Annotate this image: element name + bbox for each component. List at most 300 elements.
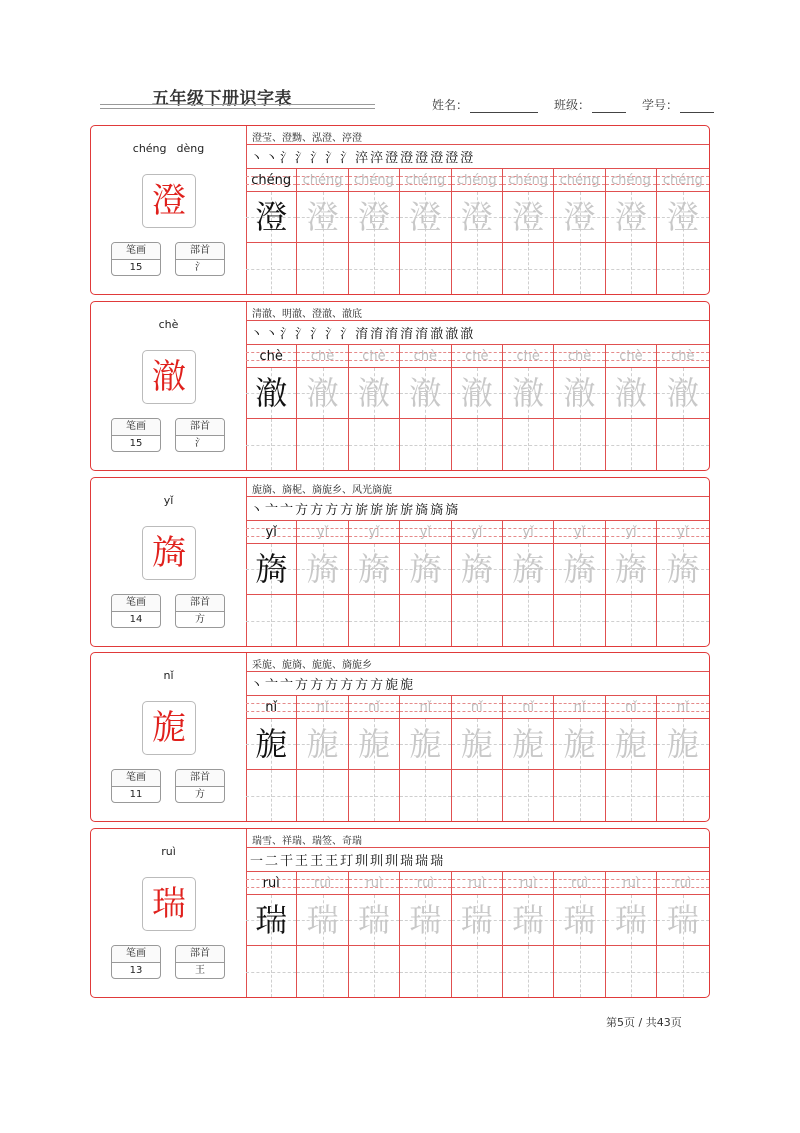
trace-pinyin: nǐ xyxy=(316,700,329,715)
pinyin-header xyxy=(91,669,246,682)
character-cell[interactable] xyxy=(297,544,347,595)
blank-practice-cell[interactable] xyxy=(246,419,296,470)
blank-practice-cell[interactable] xyxy=(606,595,656,646)
character-cell[interactable] xyxy=(349,719,399,770)
character-card xyxy=(90,125,710,295)
model-character: 旖 xyxy=(255,550,288,588)
blank-practice-cell[interactable] xyxy=(606,243,656,294)
pinyin-cell[interactable] xyxy=(400,521,450,544)
blank-practice-cell[interactable] xyxy=(503,946,553,997)
trace-character: 旖 xyxy=(306,550,339,588)
blank-practice-cell[interactable] xyxy=(554,770,604,821)
character-cell[interactable] xyxy=(297,719,347,770)
stroke-count-box xyxy=(111,242,161,276)
blank-practice-cell[interactable] xyxy=(297,946,347,997)
pinyin-cell[interactable] xyxy=(554,169,604,192)
character-cell[interactable] xyxy=(297,192,347,243)
character-cell[interactable] xyxy=(452,544,502,595)
pinyin-cell[interactable] xyxy=(554,345,604,368)
stroke-step: 王 xyxy=(310,853,324,869)
pinyin-cell[interactable] xyxy=(297,872,347,895)
trace-pinyin: chè xyxy=(413,349,438,364)
stroke-step: 瑞 xyxy=(430,853,444,869)
name-blank[interactable] xyxy=(470,100,538,113)
stroke-count-label: 笔画 xyxy=(112,243,160,260)
character-cell[interactable] xyxy=(554,719,604,770)
pinyin-cell[interactable] xyxy=(503,521,553,544)
stroke-step: 澈 xyxy=(430,326,444,342)
practice-column xyxy=(606,872,657,997)
character-cell[interactable] xyxy=(400,544,450,595)
stroke-count-label: 笔画 xyxy=(112,419,160,436)
trace-pinyin: nǐ xyxy=(470,700,483,715)
practice-grid xyxy=(246,169,709,294)
pinyin-cell[interactable] xyxy=(606,345,656,368)
stroke-count-value: 13 xyxy=(129,965,143,976)
radical-box xyxy=(175,242,225,276)
pinyin-cell[interactable] xyxy=(297,169,347,192)
character-cell[interactable] xyxy=(452,895,502,946)
radical-value: 氵 xyxy=(195,262,205,273)
pinyin-cell[interactable] xyxy=(606,872,656,895)
trace-pinyin: chéng xyxy=(559,173,600,188)
stroke-count-label: 笔画 xyxy=(112,770,160,787)
practice-column xyxy=(452,696,503,821)
blank-practice-cell[interactable] xyxy=(400,419,450,470)
character-cell[interactable] xyxy=(657,544,708,595)
trace-pinyin: chéng xyxy=(405,173,446,188)
pinyin-cell[interactable] xyxy=(297,696,347,719)
character-cell[interactable] xyxy=(554,368,604,419)
trace-pinyin: chéng xyxy=(456,173,497,188)
trace-pinyin: chè xyxy=(671,349,695,364)
character-cell[interactable] xyxy=(400,719,450,770)
blank-practice-cell[interactable] xyxy=(349,770,399,821)
pinyin-cell[interactable] xyxy=(349,345,399,368)
pinyin-cell[interactable] xyxy=(503,872,553,895)
blank-practice-cell[interactable] xyxy=(246,770,296,821)
radical-label: 部首 xyxy=(176,770,224,787)
character-cell[interactable] xyxy=(503,192,553,243)
trace-pinyin: nǐ xyxy=(573,700,586,715)
pinyin-cell[interactable] xyxy=(606,696,656,719)
radical-label: 部首 xyxy=(176,419,224,436)
practice-column xyxy=(349,872,400,997)
stroke-step: 丶 xyxy=(265,150,279,166)
stroke-step: 氵 xyxy=(295,150,309,166)
character-cell[interactable] xyxy=(606,895,656,946)
pinyin-cell[interactable] xyxy=(246,872,296,895)
blank-practice-cell[interactable] xyxy=(349,243,399,294)
character-cell[interactable] xyxy=(400,368,450,419)
stroke-step: 氵 xyxy=(325,150,339,166)
practice-column xyxy=(554,872,605,997)
stroke-count-box xyxy=(111,418,161,452)
pinyin-cell[interactable] xyxy=(657,345,708,368)
pinyin-cell[interactable] xyxy=(606,521,656,544)
trace-character: 瑞 xyxy=(666,901,699,939)
practice-column xyxy=(554,521,605,646)
pinyin-cell[interactable] xyxy=(554,696,604,719)
stroke-step: 澄 xyxy=(445,150,459,166)
practice-column xyxy=(246,169,297,294)
character-cell[interactable] xyxy=(452,192,502,243)
character-cell[interactable] xyxy=(246,368,296,419)
pinyin-cell[interactable] xyxy=(503,345,553,368)
character-cell[interactable] xyxy=(606,544,656,595)
blank-practice-cell[interactable] xyxy=(554,946,604,997)
blank-practice-cell[interactable] xyxy=(297,770,347,821)
trace-character: 瑞 xyxy=(460,901,493,939)
blank-practice-cell[interactable] xyxy=(400,243,450,294)
stroke-step: 氵 xyxy=(295,326,309,342)
model-pinyin: chè xyxy=(259,349,283,364)
stroke-count-value: 11 xyxy=(129,789,143,800)
blank-practice-cell[interactable] xyxy=(297,419,347,470)
example-words: 清澈、明澈、澄澈、澈底 xyxy=(252,309,362,320)
blank-practice-cell[interactable] xyxy=(657,243,708,294)
trace-character: 瑞 xyxy=(512,901,545,939)
trace-character: 澈 xyxy=(512,374,545,412)
trace-pinyin: chè xyxy=(465,349,489,364)
blank-practice-cell[interactable] xyxy=(503,419,553,470)
pinyin-cell[interactable] xyxy=(297,521,347,544)
example-words: 澄莹、澄黝、泓澄、渟澄 xyxy=(252,133,362,144)
top-pinyin: yǐ xyxy=(163,494,174,507)
practice-column xyxy=(554,696,605,821)
blank-practice-cell[interactable] xyxy=(246,595,296,646)
pinyin-cell[interactable] xyxy=(452,521,502,544)
trace-pinyin: ruì xyxy=(468,876,486,891)
stroke-step: 氵 xyxy=(325,326,339,342)
blank-practice-cell[interactable] xyxy=(400,946,450,997)
blank-practice-cell[interactable] xyxy=(503,243,553,294)
character-cell[interactable] xyxy=(349,544,399,595)
character-card xyxy=(90,301,710,471)
pinyin-header xyxy=(91,845,246,858)
stroke-step: 丶 xyxy=(250,150,264,166)
trace-character: 旖 xyxy=(666,550,699,588)
student-info-fields xyxy=(432,96,730,113)
practice-column xyxy=(452,872,503,997)
blank-practice-cell[interactable] xyxy=(554,243,604,294)
stroke-count-value: 15 xyxy=(129,262,143,273)
pinyin-cell[interactable] xyxy=(503,169,553,192)
character-info-panel xyxy=(91,302,247,470)
blank-practice-cell[interactable] xyxy=(246,946,296,997)
stroke-step: 淯 xyxy=(415,326,429,342)
trace-character: 澈 xyxy=(306,374,339,412)
practice-column xyxy=(297,872,348,997)
trace-pinyin: ruì xyxy=(313,876,332,891)
character-cell[interactable] xyxy=(606,368,656,419)
class-blank[interactable] xyxy=(592,100,626,113)
blank-practice-cell[interactable] xyxy=(400,770,450,821)
blank-practice-cell[interactable] xyxy=(657,419,708,470)
trace-pinyin: chéng xyxy=(610,173,651,188)
stroke-step: 方 xyxy=(295,677,309,693)
stroke-order xyxy=(250,849,445,869)
character-info-panel xyxy=(91,126,247,294)
id-field[interactable] xyxy=(642,96,714,113)
character-cell[interactable] xyxy=(297,368,347,419)
stroke-step: 旂 xyxy=(370,502,384,518)
class-field[interactable] xyxy=(554,96,626,113)
practice-column xyxy=(349,169,400,294)
divider xyxy=(246,847,709,848)
stroke-step: 亠 xyxy=(265,502,279,518)
trace-character: 旖 xyxy=(512,550,545,588)
blank-practice-cell[interactable] xyxy=(657,946,708,997)
pinyin-cell[interactable] xyxy=(349,521,399,544)
trace-character: 澄 xyxy=(614,198,647,236)
pinyin-cell[interactable] xyxy=(503,696,553,719)
pinyin-cell[interactable] xyxy=(554,872,604,895)
divider xyxy=(246,144,709,145)
stroke-step: 淯 xyxy=(400,326,414,342)
trace-pinyin: chè xyxy=(619,349,643,364)
character-cell[interactable] xyxy=(297,895,347,946)
stroke-step: 丶 xyxy=(250,677,264,693)
character-cell[interactable] xyxy=(349,895,399,946)
divider xyxy=(246,320,709,321)
title-underline-second xyxy=(100,108,375,109)
practice-column xyxy=(400,521,451,646)
stroke-step: 王 xyxy=(295,853,309,869)
pinyin-cell[interactable] xyxy=(657,696,708,719)
model-character: 澈 xyxy=(255,374,288,412)
class-label: 班级： xyxy=(554,98,591,112)
character-cell[interactable] xyxy=(657,368,708,419)
practice-column xyxy=(297,345,348,470)
stroke-order xyxy=(250,146,475,166)
practice-column xyxy=(246,521,297,646)
stroke-step: 淯 xyxy=(370,326,384,342)
character-cell[interactable] xyxy=(246,544,296,595)
practice-panel xyxy=(246,302,709,470)
stroke-step: 旖 xyxy=(430,502,444,518)
stroke-order xyxy=(250,498,460,518)
character-cell[interactable] xyxy=(657,895,708,946)
example-words: 瑞雪、祥瑞、瑞签、奇瑞 xyxy=(252,836,362,847)
pinyin-cell[interactable] xyxy=(400,169,450,192)
blank-practice-cell[interactable] xyxy=(503,595,553,646)
trace-pinyin: chè xyxy=(516,349,540,364)
character-info-panel xyxy=(91,478,247,646)
trace-character: 瑞 xyxy=(563,901,596,939)
practice-column xyxy=(503,521,554,646)
trace-pinyin: ruì xyxy=(365,876,383,891)
trace-character: 澄 xyxy=(666,198,699,236)
blank-practice-cell[interactable] xyxy=(349,595,399,646)
trace-character: 瑞 xyxy=(614,901,647,939)
stroke-step: 澄 xyxy=(430,150,444,166)
stroke-step: 氵 xyxy=(280,326,294,342)
character-cell[interactable] xyxy=(503,719,553,770)
stroke-order xyxy=(250,673,415,693)
pinyin-header xyxy=(91,494,246,507)
blank-practice-cell[interactable] xyxy=(452,419,502,470)
practice-column xyxy=(400,696,451,821)
trace-character: 旎 xyxy=(614,725,647,763)
trace-pinyin: nǐ xyxy=(625,700,637,715)
stroke-count-box xyxy=(111,769,161,803)
blank-practice-cell[interactable] xyxy=(554,595,604,646)
character-cell[interactable] xyxy=(246,895,296,946)
character-cell[interactable] xyxy=(554,192,604,243)
model-character: 瑞 xyxy=(255,901,288,939)
blank-practice-cell[interactable] xyxy=(246,243,296,294)
pinyin-cell[interactable] xyxy=(452,696,502,719)
character-cell[interactable] xyxy=(554,895,604,946)
character-cell[interactable] xyxy=(349,192,399,243)
pinyin-cell[interactable] xyxy=(400,345,450,368)
trace-pinyin: ruì xyxy=(570,876,589,891)
pinyin-cell[interactable] xyxy=(554,521,604,544)
character-cell[interactable] xyxy=(246,719,296,770)
divider xyxy=(246,496,709,497)
pinyin-cell[interactable] xyxy=(349,169,399,192)
title-underline xyxy=(100,104,375,105)
trace-pinyin: yǐ xyxy=(316,525,329,540)
trace-pinyin: yǐ xyxy=(368,525,380,540)
stroke-count-box xyxy=(111,945,161,979)
character-cell[interactable] xyxy=(554,544,604,595)
radical-label: 部首 xyxy=(176,946,224,963)
blank-practice-cell[interactable] xyxy=(297,595,347,646)
trace-character: 澈 xyxy=(563,374,596,412)
stroke-step: 丶 xyxy=(265,326,279,342)
name-field[interactable] xyxy=(432,96,538,113)
character-cell[interactable] xyxy=(606,719,656,770)
pinyin-cell[interactable] xyxy=(297,345,347,368)
practice-column xyxy=(246,345,297,470)
stroke-step: 澈 xyxy=(460,326,474,342)
blank-practice-cell[interactable] xyxy=(400,595,450,646)
stroke-step: 旂 xyxy=(385,502,399,518)
pinyin-cell[interactable] xyxy=(452,872,502,895)
character-cell[interactable] xyxy=(503,368,553,419)
character-cell[interactable] xyxy=(657,192,708,243)
trace-character: 澄 xyxy=(563,198,596,236)
character-info-panel xyxy=(91,653,247,821)
blank-practice-cell[interactable] xyxy=(349,419,399,470)
practice-panel xyxy=(246,478,709,646)
trace-character: 澈 xyxy=(357,374,390,412)
trace-character: 旖 xyxy=(357,550,390,588)
stroke-step: 旖 xyxy=(415,502,429,518)
pinyin-cell[interactable] xyxy=(452,345,502,368)
trace-pinyin: nǐ xyxy=(419,700,432,715)
character-cell[interactable] xyxy=(452,719,502,770)
pinyin-cell[interactable] xyxy=(246,521,296,544)
pinyin-cell[interactable] xyxy=(657,521,708,544)
trace-character: 澄 xyxy=(460,198,493,236)
blank-practice-cell[interactable] xyxy=(657,595,708,646)
example-words: 旎旖、旖柅、旖旎乡、风光旖旎 xyxy=(252,485,392,496)
blank-practice-cell[interactable] xyxy=(452,946,502,997)
blank-practice-cell[interactable] xyxy=(606,770,656,821)
pinyin-header xyxy=(91,318,246,331)
blank-practice-cell[interactable] xyxy=(606,419,656,470)
character-cell[interactable] xyxy=(606,192,656,243)
trace-pinyin: yǐ xyxy=(573,525,586,540)
pinyin-cell[interactable] xyxy=(349,696,399,719)
blank-practice-cell[interactable] xyxy=(297,243,347,294)
pinyin-cell[interactable] xyxy=(400,696,450,719)
character-cell[interactable] xyxy=(400,895,450,946)
top-pinyin: ruì xyxy=(161,845,176,858)
trace-pinyin: chè xyxy=(567,349,592,364)
character-cell[interactable] xyxy=(657,719,708,770)
stroke-step: 二 xyxy=(265,853,279,869)
stroke-count-box xyxy=(111,594,161,628)
blank-practice-cell[interactable] xyxy=(349,946,399,997)
pinyin-cell[interactable] xyxy=(246,169,296,192)
blank-practice-cell[interactable] xyxy=(503,770,553,821)
blank-practice-cell[interactable] xyxy=(657,770,708,821)
trace-pinyin: ruì xyxy=(622,876,640,891)
blank-practice-cell[interactable] xyxy=(452,595,502,646)
blank-practice-cell[interactable] xyxy=(452,243,502,294)
character-info-panel xyxy=(91,829,247,997)
practice-column xyxy=(554,169,605,294)
pinyin-cell[interactable] xyxy=(246,696,296,719)
model-pinyin: ruì xyxy=(262,876,280,891)
character-cell[interactable] xyxy=(452,368,502,419)
character-cell[interactable] xyxy=(503,544,553,595)
radical-box xyxy=(175,769,225,803)
stroke-count-label: 笔画 xyxy=(112,946,160,963)
practice-panel xyxy=(246,829,709,997)
pinyin-cell[interactable] xyxy=(400,872,450,895)
practice-column xyxy=(657,345,708,470)
practice-panel xyxy=(246,126,709,294)
pinyin-cell[interactable] xyxy=(452,169,502,192)
character-cell[interactable] xyxy=(349,368,399,419)
id-blank[interactable] xyxy=(680,100,714,113)
stroke-step: 氵 xyxy=(310,326,324,342)
stroke-step: 方 xyxy=(310,677,324,693)
model-pinyin: nǐ xyxy=(265,700,278,715)
pinyin-cell[interactable] xyxy=(349,872,399,895)
practice-column xyxy=(503,169,554,294)
stroke-step: 方 xyxy=(325,502,339,518)
blank-practice-cell[interactable] xyxy=(452,770,502,821)
pinyin-cell[interactable] xyxy=(606,169,656,192)
stroke-step: 淯 xyxy=(355,326,369,342)
blank-practice-cell[interactable] xyxy=(606,946,656,997)
pinyin-cell[interactable] xyxy=(657,872,708,895)
trace-pinyin: ruì xyxy=(519,876,537,891)
trace-character: 旎 xyxy=(306,725,339,763)
radical-value: 氵 xyxy=(195,438,205,449)
pinyin-cell[interactable] xyxy=(246,345,296,368)
stroke-step: 氵 xyxy=(310,150,324,166)
page-number: 第5页 / 共43页 xyxy=(606,1016,682,1029)
practice-column xyxy=(452,345,503,470)
big-character: 澄 xyxy=(142,174,196,228)
pinyin-cell[interactable] xyxy=(657,169,708,192)
radical-value: 方 xyxy=(195,789,205,800)
trace-character: 澄 xyxy=(306,198,339,236)
character-cell[interactable] xyxy=(503,895,553,946)
blank-practice-cell[interactable] xyxy=(554,419,604,470)
character-cell[interactable] xyxy=(400,192,450,243)
radical-box xyxy=(175,945,225,979)
practice-column xyxy=(400,169,451,294)
character-cell[interactable] xyxy=(246,192,296,243)
